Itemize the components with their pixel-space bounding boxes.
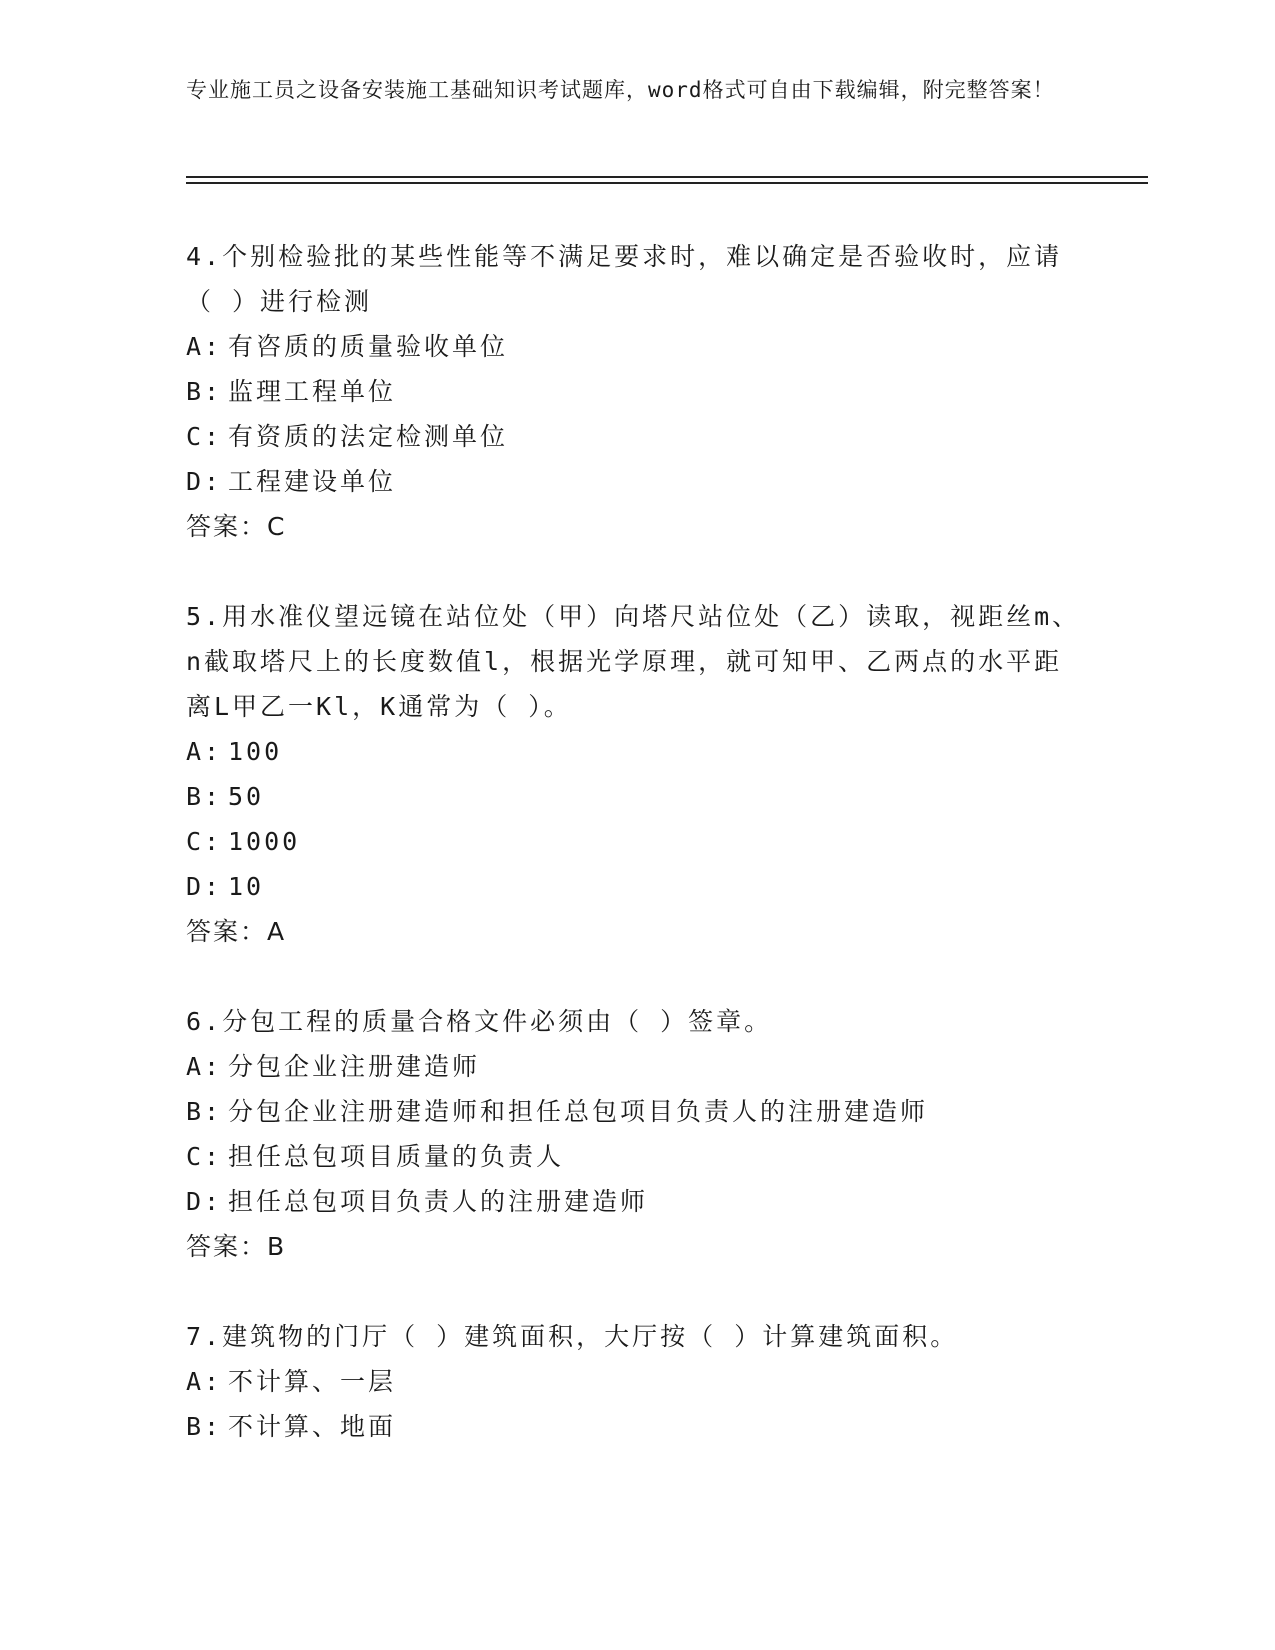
option-d [186,459,1086,504]
option-a [186,1359,1086,1404]
question-stem: 4.个别检验批的某些性能等不满足要求时，难以确定是否验收时，应请（ ）进行检测 [186,242,1063,316]
option-text: 分包企业注册建造师和担任总包项目负责人的注册建造师 [228,1097,929,1126]
option-text: 分包企业注册建造师 [228,1052,481,1081]
option-letter: C: [186,827,223,856]
option-text: 有资质的法定检测单位 [228,422,509,451]
option-text: 有咨质的质量验收单位 [228,332,509,361]
option-text: 10 [228,872,265,901]
option-letter: A: [186,737,223,766]
header-divider-top [186,176,1148,178]
question-4 [186,234,1086,549]
option-c [186,819,1086,864]
option-text: 担任总包项目质量的负责人 [228,1142,565,1171]
option-letter: A: [186,1367,223,1396]
option-text: 50 [228,782,265,811]
option-letter: C: [186,422,223,451]
answer-line: 答案：B [186,1232,287,1261]
question-list [186,234,1086,1494]
option-text: 不计算、地面 [228,1412,397,1441]
option-letter: D: [186,1187,223,1216]
question-5 [186,594,1086,954]
question-stem: 6.分包工程的质量合格文件必须由（ ）签章。 [186,1007,773,1036]
option-text: 100 [228,737,283,766]
option-letter: B: [186,377,223,406]
option-letter: D: [186,872,223,901]
answer-line: 答案：C [186,512,287,541]
option-text: 不计算、一层 [228,1367,397,1396]
option-letter: A: [186,1052,223,1081]
option-c [186,414,1086,459]
header-divider-bottom [186,182,1148,184]
option-a [186,729,1086,774]
option-letter: C: [186,1142,223,1171]
document-header: 专业施工员之设备安装施工基础知识考试题库，word格式可自由下载编辑，附完整答案！ [186,78,1055,102]
option-text: 监理工程单位 [228,377,397,406]
option-c [186,1134,1086,1179]
question-stem: 5.用水准仪望远镜在站位处（甲）向塔尺站位处（乙）读取，视距丝m、n截取塔尺上的长度数值l，根据光学原理，就可知甲、乙两点的水平距离L甲乙一Kl，K通常为（ ）。 [186,602,1081,721]
option-text: 工程建设单位 [228,467,397,496]
option-letter: B: [186,1412,223,1441]
question-6 [186,999,1086,1269]
option-a [186,324,1086,369]
option-b [186,1089,1086,1134]
option-d [186,864,1086,909]
option-d [186,1179,1086,1224]
option-b [186,774,1086,819]
option-text: 1000 [228,827,301,856]
option-letter: B: [186,782,223,811]
answer-line: 答案：A [186,917,287,946]
question-stem: 7.建筑物的门厅（ ）建筑面积，大厅按（ ）计算建筑面积。 [186,1322,959,1351]
option-b [186,369,1086,414]
option-b [186,1404,1086,1449]
option-letter: A: [186,332,223,361]
option-a [186,1044,1086,1089]
option-text: 担任总包项目负责人的注册建造师 [228,1187,649,1216]
option-letter: D: [186,467,223,496]
option-letter: B: [186,1097,223,1126]
question-7 [186,1314,1086,1449]
